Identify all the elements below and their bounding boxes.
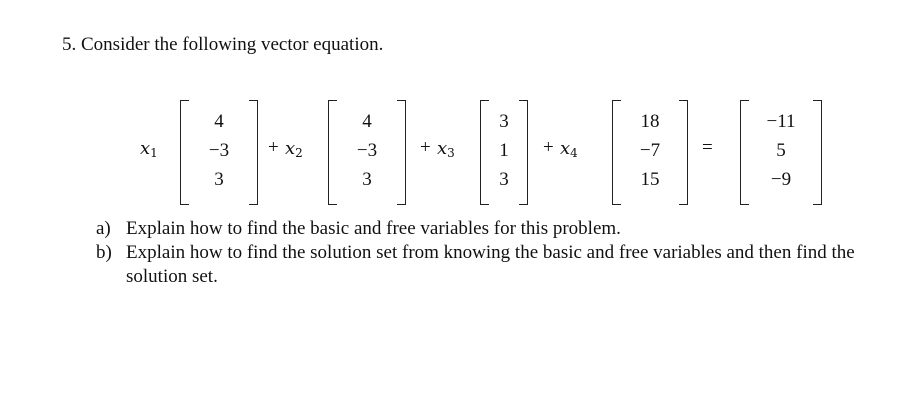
column-vector-1 (180, 100, 258, 203)
question-text: Explain how to find the solution set from knowing the basic and free variables and then find the solution set. (126, 242, 855, 287)
variable-x4 (560, 138, 578, 160)
vector-entry: 3 (499, 111, 509, 132)
vector-entry: 18 (640, 111, 660, 132)
vector-entry: −3 (208, 140, 230, 161)
vector-entry: −7 (639, 140, 661, 161)
variable-subscript: 4 (570, 146, 578, 160)
problem-heading: 5. Consider the following vector equation. (62, 34, 384, 55)
vector-entry: −9 (770, 169, 792, 190)
question-item-b (96, 241, 896, 289)
variable-x1 (140, 138, 158, 160)
variable-subscript: 2 (295, 146, 303, 160)
vector-entry: 1 (499, 140, 509, 161)
variable-symbol: x (560, 138, 571, 159)
variable-symbol: x (140, 138, 151, 159)
vector-entry: 4 (362, 111, 372, 132)
question-list (96, 217, 896, 289)
vector-entry: 3 (362, 169, 372, 190)
equals-sign: = (702, 137, 713, 158)
question-text: Explain how to find the basic and free variables for this problem. (126, 218, 621, 239)
vector-entry: 15 (640, 169, 660, 190)
vector-entry: 5 (776, 140, 786, 161)
rhs-vector (740, 100, 822, 203)
vector-entry: 3 (499, 169, 509, 190)
vector-entry: 4 (214, 111, 224, 132)
question-marker: a) (96, 218, 111, 239)
vector-entry: −3 (356, 140, 378, 161)
vector-entry: −11 (766, 111, 796, 132)
vector-entry: 3 (214, 169, 224, 190)
variable-x3 (437, 138, 455, 160)
variable-x2 (285, 138, 303, 160)
variable-symbol: x (437, 138, 448, 159)
variable-subscript: 1 (150, 146, 158, 160)
plus-sign: + (268, 137, 279, 158)
column-vector-2 (328, 100, 406, 203)
plus-sign: + (543, 137, 554, 158)
variable-symbol: x (285, 138, 296, 159)
column-vector-3 (480, 100, 528, 203)
question-marker: b) (96, 242, 112, 263)
variable-subscript: 3 (447, 146, 455, 160)
column-vector-4 (612, 100, 688, 203)
question-item-a (96, 217, 896, 241)
plus-sign: + (420, 137, 431, 158)
